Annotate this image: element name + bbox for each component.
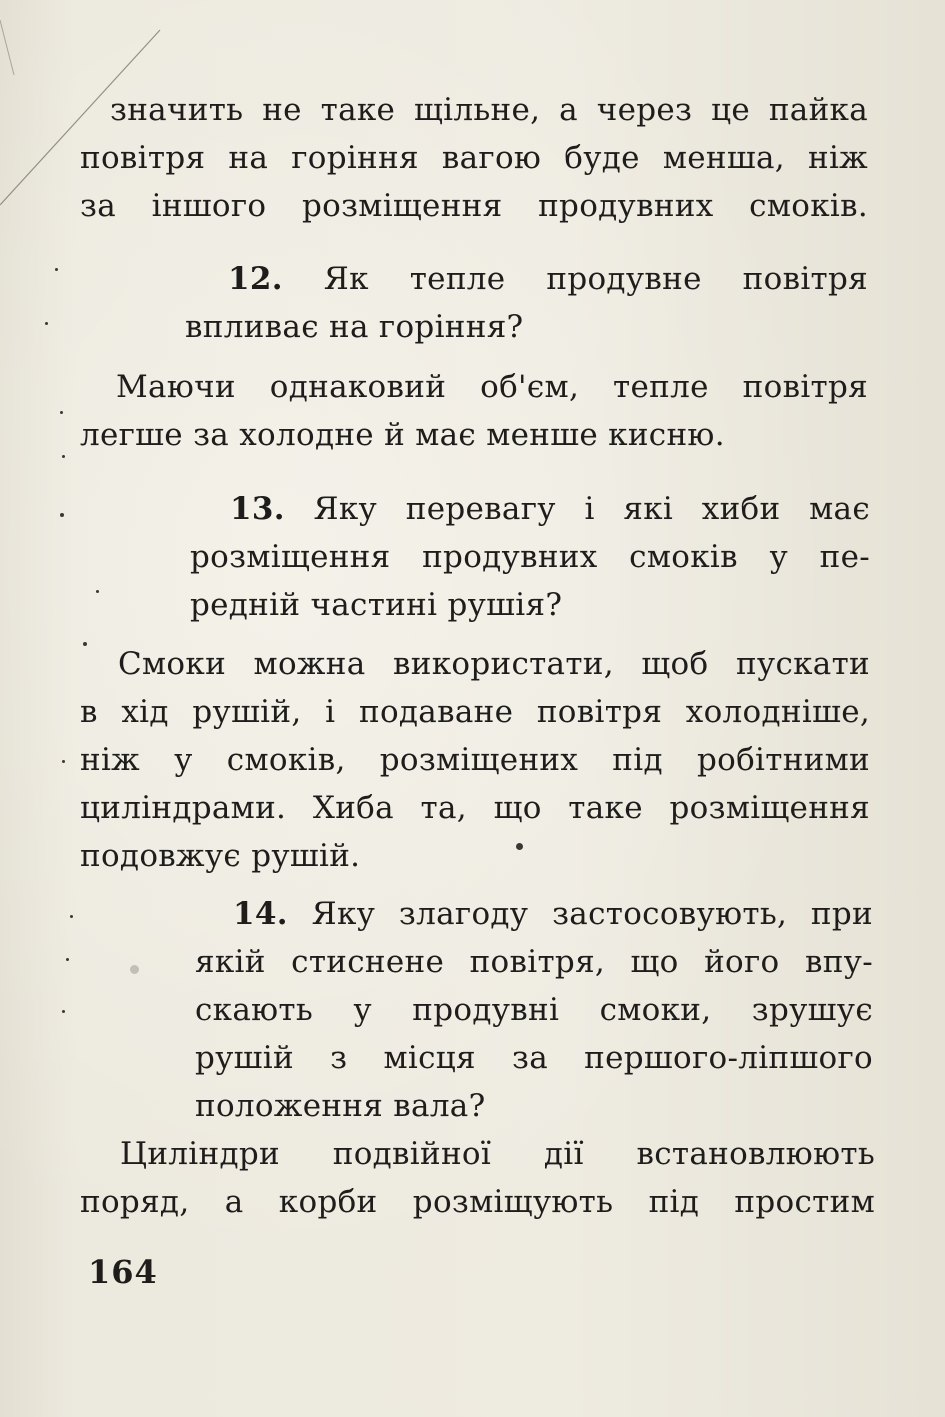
question-number: 13. [230, 491, 285, 527]
answer-line: Циліндри подвійної дії встановлюють [120, 1136, 875, 1172]
question-12 [185, 255, 868, 351]
answer-line: циліндрами. Хиба та, що таке розміщення [80, 790, 870, 826]
print-speck [130, 965, 139, 974]
answer-line: Маючи однаковий об'єм, тепле повітря [116, 369, 868, 405]
answer-line: поряд, а корби розміщують під простим [80, 1184, 875, 1220]
print-speck [516, 843, 523, 850]
print-speck [60, 513, 64, 517]
question-number: 14. [233, 896, 288, 932]
question-line: 12. Як тепле продувне повітря [228, 261, 868, 297]
question-13 [190, 485, 870, 629]
page-number: 164 [88, 1253, 158, 1291]
intro-paragraph [80, 86, 868, 230]
print-speck [62, 1010, 65, 1013]
answer-line: Смоки можна використати, щоб пускати [118, 646, 870, 682]
answer-13 [80, 640, 870, 880]
question-line: рушій з місця за першого-ліпшого [195, 1040, 873, 1076]
question-number: 12. [228, 261, 283, 297]
question-line: 14. Яку злагоду застосовують, при [233, 896, 873, 932]
print-speck [62, 455, 65, 458]
answer-line: ніж у смоків, розміщених під робітними [80, 742, 870, 778]
question-line: якій стиснене повітря, що його впу- [195, 944, 873, 980]
print-speck [60, 411, 63, 414]
print-speck [83, 642, 87, 646]
print-speck [66, 958, 69, 961]
question-line: положення вала? [195, 1088, 486, 1124]
intro-line: за іншого розміщення продувних смоків. [80, 188, 868, 224]
intro-line: повітря на горіння вагою буде менша, ніж [80, 140, 868, 176]
print-speck [45, 322, 48, 325]
answer-14 [80, 1130, 875, 1226]
question-line: 13. Яку перевагу і які хиби має [230, 491, 870, 527]
question-14 [195, 890, 873, 1130]
print-speck [62, 760, 65, 763]
question-line: редній частині рушія? [190, 587, 563, 623]
question-line: розміщення продувних смоків у пе- [190, 539, 870, 575]
answer-12 [80, 363, 868, 459]
print-speck [96, 590, 99, 593]
question-line: впливає на горіння? [185, 309, 524, 345]
answer-line: подовжує рушій. [80, 838, 361, 874]
answer-line: легше за холодне й має менше кисню. [80, 417, 725, 453]
answer-line: в хід рушій, і подаване повітря холодніше, [80, 694, 870, 730]
print-speck [55, 268, 58, 271]
intro-line: значить не таке щільне, а через це пайка [110, 92, 868, 128]
print-speck [70, 915, 73, 918]
question-line: скають у продувні смоки, зрушує [195, 992, 873, 1028]
